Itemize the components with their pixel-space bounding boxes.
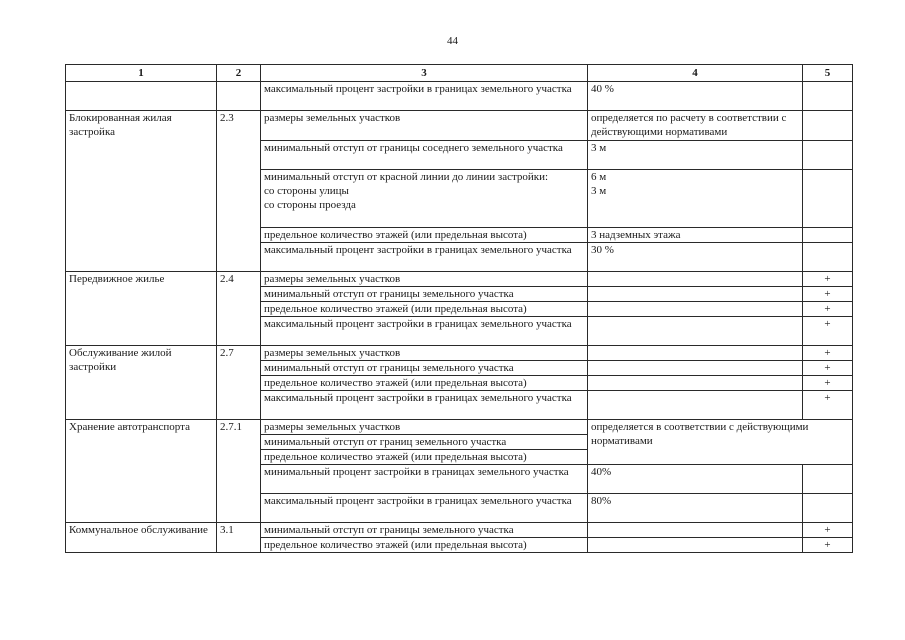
row-mark: + (803, 317, 853, 346)
row-value (588, 361, 803, 376)
row-value (588, 391, 803, 420)
row-param: максимальный процент застройки в границах земельного участка (261, 82, 588, 111)
row-param: размеры земельных участков (261, 420, 588, 435)
row-value: 30 % (588, 243, 803, 272)
row-param-line: со стороны улицы (264, 185, 349, 197)
group-name: Обслуживание жилой застройки (66, 346, 217, 420)
row-mark: + (803, 376, 853, 391)
row-param: максимальный процент застройки в границах земельного участка (261, 243, 588, 272)
header-col-5: 5 (803, 65, 853, 82)
group-code: 2.4 (217, 272, 261, 346)
row-value (588, 170, 803, 228)
group-name: Коммунальное обслуживание (66, 523, 217, 553)
row-param-line: минимальный отступ от красной линии до линии застройки: (264, 171, 549, 183)
row-value (588, 523, 803, 538)
header-col-3: 3 (261, 65, 588, 82)
row-mark (803, 141, 853, 170)
group-code (217, 82, 261, 111)
table-row (66, 272, 853, 287)
table-row (66, 523, 853, 538)
group-code: 3.1 (217, 523, 261, 553)
row-mark: + (803, 272, 853, 287)
row-mark: + (803, 287, 853, 302)
row-mark (803, 243, 853, 272)
row-param: предельное количество этажей (или предельная высота) (261, 538, 588, 553)
row-mark: + (803, 391, 853, 420)
row-value (588, 302, 803, 317)
row-param: максимальный процент застройки в границах земельного участка (261, 391, 588, 420)
group-code: 2.7.1 (217, 420, 261, 523)
row-value-line: 3 м (591, 185, 607, 197)
group-code: 2.3 (217, 111, 261, 272)
header-col-4: 4 (588, 65, 803, 82)
row-mark (803, 465, 853, 494)
row-value: 80% (588, 494, 803, 523)
header-col-1: 1 (66, 65, 217, 82)
table-row (66, 420, 853, 435)
row-param: минимальный отступ от границы соседнего земельного участка (261, 141, 588, 170)
row-value (588, 538, 803, 553)
row-mark: + (803, 523, 853, 538)
row-value: 3 м (588, 141, 803, 170)
row-param: максимальный процент застройки в границах земельного участка (261, 317, 588, 346)
row-param-line: со стороны проезда (264, 199, 356, 211)
row-value (588, 272, 803, 287)
row-param: минимальный отступ от границы земельного участка (261, 361, 588, 376)
row-value: 40 % (588, 82, 803, 111)
row-mark (803, 111, 853, 141)
row-value: 3 надземных этажа (588, 228, 803, 243)
row-value (588, 287, 803, 302)
row-mark: + (803, 361, 853, 376)
page-number: 44 (447, 35, 458, 47)
table-row (66, 346, 853, 361)
row-value (588, 376, 803, 391)
row-param: минимальный отступ от границ земельного участка (261, 435, 588, 450)
row-value (588, 346, 803, 361)
row-value-line: 6 м (591, 171, 607, 183)
row-mark: + (803, 302, 853, 317)
row-param: минимальный отступ от границы земельного участка (261, 287, 588, 302)
row-mark: + (803, 538, 853, 553)
row-mark (803, 494, 853, 523)
row-param: предельное количество этажей (или предельная высота) (261, 228, 588, 243)
table-header-row (66, 65, 853, 82)
group-name (66, 82, 217, 111)
group-name: Передвижное жилье (66, 272, 217, 346)
table-row (66, 82, 853, 111)
row-mark: + (803, 346, 853, 361)
table-row (66, 111, 853, 141)
row-param: размеры земельных участков (261, 111, 588, 141)
header-col-2: 2 (217, 65, 261, 82)
row-value (588, 317, 803, 346)
row-param: минимальный процент застройки в границах земельного участка (261, 465, 588, 494)
row-param (261, 170, 588, 228)
row-param: размеры земельных участков (261, 346, 588, 361)
row-param: предельное количество этажей (или предельная высота) (261, 450, 588, 465)
row-param: размеры земельных участков (261, 272, 588, 287)
row-mark (803, 82, 853, 111)
merged-value: определяется в соответствии с действующими нормативами (588, 420, 853, 465)
group-code: 2.7 (217, 346, 261, 420)
row-mark (803, 170, 853, 228)
group-name: Блокированная жилая застройка (66, 111, 217, 272)
row-mark (803, 228, 853, 243)
row-param: минимальный отступ от границы земельного участка (261, 523, 588, 538)
row-value: 40% (588, 465, 803, 494)
row-param: предельное количество этажей (или предельная высота) (261, 376, 588, 391)
row-param: максимальный процент застройки в границах земельного участка (261, 494, 588, 523)
regulations-table (65, 64, 853, 553)
row-param: предельное количество этажей (или предельная высота) (261, 302, 588, 317)
row-value: определяется по расчету в соответствии с действующими нормативами (588, 111, 803, 141)
group-name: Хранение автотранспорта (66, 420, 217, 523)
